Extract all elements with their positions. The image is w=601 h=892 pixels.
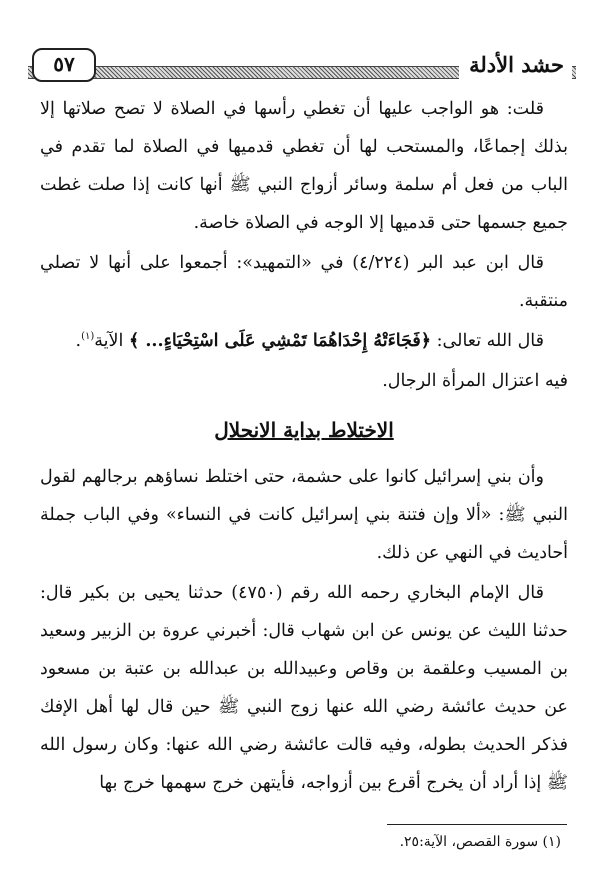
quran-verse: ﴿فَجَاءَتْهُ إِحْدَاهُمَا تَمْشِي عَلَى اسْتِحْيَاءٍ... ﴾ (128, 331, 432, 351)
verse-tag: الآية (94, 331, 129, 351)
paragraph: وأن بني إسرائيل كانوا على حشمة، حتى اختلط نساؤهم برجالهم لقول النبي ﷺ: «ألا وإن فتنة بني إسرائيل كانت في النساء» وفي الباب جملة أحاديث في النهي عن ذلك. (40, 467, 568, 563)
page-number: ٥٧ (32, 48, 96, 82)
page-body (40, 90, 568, 804)
paragraph-intro: قال الله تعالى: (431, 331, 544, 351)
footnote-divider (387, 824, 567, 825)
sentence-end: . (75, 331, 82, 351)
paragraph: قال الإمام البخاري رحمه الله رقم (٤٧٥٠) حدثنا يحيى بن بكير قال: حدثنا الليث عن يونس عن ابن شهاب قال: أخبرني عروة بن الزبير وسعيد بن المسيب وعلقمة بن وقاص وعبيدالله بن عبدالله بن عتبة بن مسعود عن حديث عائشة رضي الله عنها زوج النبي ﷺ حين قال لها أهل الإفك فذكر الحديث بطوله، وفيه قالت عائشة رضي الله عنها: وكان رسول الله ﷺ إذا أراد أن يخرج أقرع بين أزواجه، فأيتهن خرج سهمها خرج بها (40, 583, 568, 793)
footnote: (١) سورة القصص، الآية:٢٥. (399, 834, 561, 850)
quran-paragraph (40, 322, 568, 360)
section-heading: الاختلاط بداية الانحلال (214, 418, 394, 442)
paragraph: قلت: هو الواجب عليها أن تغطي رأسها في الصلاة لا تصح صلاتها إلا بذلك إجماعًا، والمستحب لها أن تغطي قدميها في الصلاة لما تقدم في الباب من فعل أم سلمة وسائر أزواج النبي ﷺ أنها كانت إذا صلت غطت جميع جسمها حتى قدميها إلا الوجه في الصلاة خاصة. (40, 99, 568, 233)
running-title: حشد الأدلة (459, 50, 572, 80)
paragraph: قال ابن عبد البر (٤/٢٢٤) في «التمهيد»: أجمعوا على أنها لا تصلي منتقبة. (40, 253, 568, 311)
paragraph: فيه اعتزال المرأة الرجال. (382, 371, 568, 391)
page-header (28, 48, 576, 84)
footnote-marker: (١) (81, 331, 95, 343)
